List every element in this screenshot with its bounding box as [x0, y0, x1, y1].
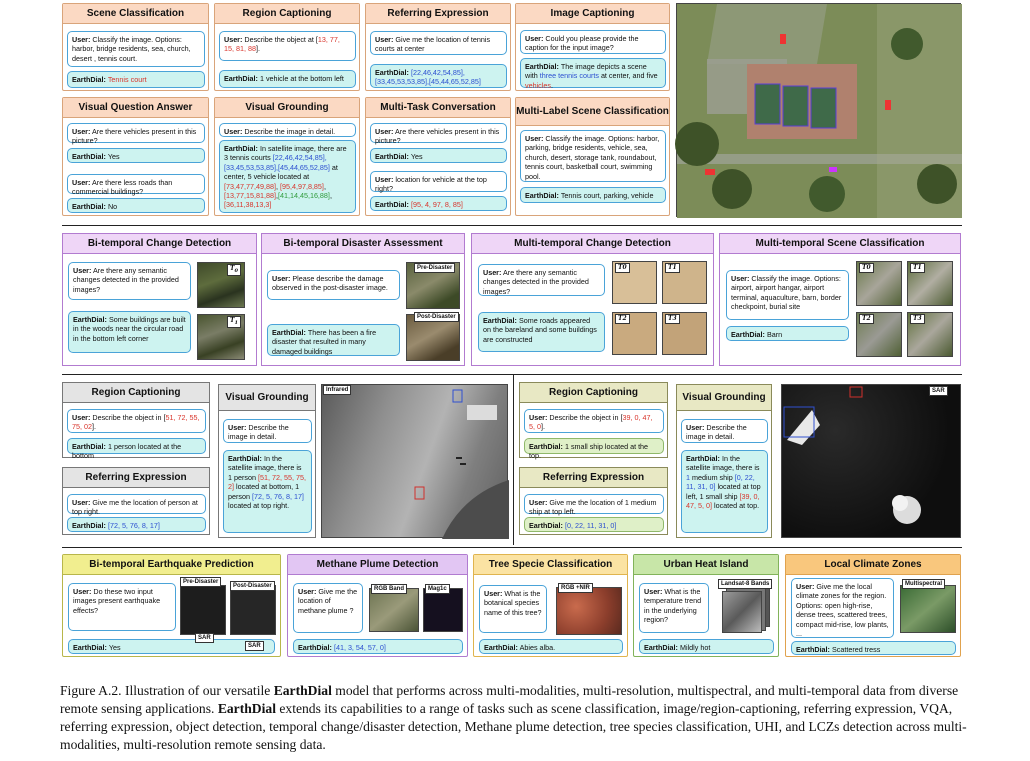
model-answer: EarthDial: Some buildings are built in the woods near the circular road in the bottom left corner: [68, 311, 191, 353]
panel-title: Methane Plume Detection: [288, 555, 467, 575]
user-prompt: User: Describe the object at [13, 77, 15, 81, 88].: [219, 31, 356, 61]
panel-bi-temporal-change-detection: [62, 233, 257, 366]
t1-label: T1: [910, 263, 925, 273]
model-answer: EarthDial: No: [67, 198, 205, 213]
panel-visual-grounding-ir: [218, 384, 316, 538]
t0-label: T0: [615, 263, 630, 273]
figure-caption: Figure A.2. Illustration of our versatile EarthDial model that performs across multi-modalities, multi-resolution, multispectral, and multi-temporal data from diverse remote sensing applications. EarthDial extends its capabilities to a range of tasks such as scene classification, image/region-captioning, referring expression, VQA, referring expression, object detection, temporal change/disaster detection, Methane plume detection, tree species classification, UHI, and LCZs detection across multi-modalities, multi-resolution remote sensing data.: [60, 683, 967, 752]
t2-label: T2: [615, 314, 630, 324]
user-prompt: User: Describe the image in detail.: [223, 419, 312, 443]
model-answer: EarthDial: The image depicts a scene with three tennis courts at center, and five vehicles.: [520, 58, 666, 88]
panel-referring-expression: [365, 3, 511, 91]
model-answer: EarthDial: Mildly hot: [639, 639, 774, 654]
multispectral-image: [900, 585, 956, 633]
landsat-image-front: [722, 591, 762, 633]
model-answer: EarthDial: 1 person located at the bottom: [67, 438, 206, 454]
user-prompt: User: Classify the image. Options: airport, airport hangar, airport terminal, aquaculture, barn, border checkpoint, burial site: [726, 270, 849, 320]
sar-label: SAR: [929, 386, 948, 396]
panel-title: Multi-temporal Change Detection: [472, 234, 713, 254]
panel-title: Multi-Task Conversation: [366, 98, 510, 118]
panel-visual-question-answer: [62, 97, 209, 216]
mag1c-label: Mag1c: [425, 584, 450, 594]
panel-visual-grounding: [214, 97, 360, 216]
user-prompt: User: Describe the object in [51, 72, 55, 75, 02].: [67, 409, 206, 433]
panel-title: Referring Expression: [520, 468, 667, 488]
sar-label: SAR: [195, 633, 214, 643]
user-prompt: User: Are there any semantic changes detected in the provided images?: [68, 262, 191, 300]
panel-tree-specie-classification: [473, 554, 628, 657]
panel-title: Region Captioning: [63, 383, 209, 403]
user-prompt: User: Give me the location of 1 medium ship at top left.: [524, 494, 664, 514]
mag1c-image: [423, 588, 463, 632]
panel-region-captioning-sar: [519, 382, 668, 461]
model-answer: EarthDial: Yes: [67, 148, 205, 163]
t1-label: $T_1$: [227, 316, 241, 328]
t3-label: T3: [910, 314, 925, 324]
infrared-image: [321, 384, 508, 538]
rgb-band-label: RGB Band: [371, 584, 407, 594]
panel-referring-expression-ir: [62, 467, 210, 535]
user-prompt: User: Are there vehicles present in this picture?: [370, 123, 507, 143]
post-disaster-sar-image: [230, 585, 276, 635]
user-prompt: User: Are there vehicles present in this picture?: [67, 123, 205, 143]
model-answer: EarthDial: In the satellite image, there is 1 person [51, 72, 55, 75, 2] located at bottom, 1 person [72, 5, 76, 8, 17] located at top right.: [223, 450, 312, 533]
panel-multi-label-scene-classification: [515, 97, 670, 216]
user-prompt: User: Are there less roads than commercial buildings?: [67, 174, 205, 194]
user-prompt: User: Describe the image in detail.: [219, 123, 356, 137]
rgb-band-image: [369, 588, 419, 632]
panel-title: Bi-temporal Disaster Assessment: [262, 234, 464, 254]
pre-disaster-label: Pre-Disaster: [180, 577, 221, 587]
user-prompt: User: Give me the location of person at top right.: [67, 494, 206, 514]
model-answer: EarthDial: [72, 5, 76, 8, 17]: [67, 517, 206, 532]
model-answer: EarthDial: 1 vehicle at the bottom left: [219, 70, 356, 88]
user-prompt: User: Give me the location of tennis courts at center: [370, 31, 507, 55]
panel-title: Urban Heat Island: [634, 555, 778, 575]
panel-region-captioning-ir: [62, 382, 210, 461]
panel-title: Tree Specie Classification: [474, 555, 627, 575]
infrared-label: Infrared: [323, 385, 351, 395]
rgb-nir-image: [556, 587, 622, 635]
panel-title: Region Captioning: [215, 4, 359, 24]
model-answer: EarthDial: 1 small ship located at the top.: [524, 438, 664, 454]
sar-scene: [782, 385, 962, 539]
panel-title: Visual Grounding: [219, 385, 315, 411]
user-prompt: User: Classify the image. Options: harbor, bridge residents, sea, church, desert , tennis court.: [67, 31, 205, 67]
section-divider: [62, 547, 962, 548]
panel-title: Referring Expression: [63, 468, 209, 488]
panel-title: Visual Grounding: [677, 385, 771, 411]
landsat-label: Landsat-8 Bands: [718, 579, 772, 589]
panel-image-captioning: [515, 3, 670, 91]
panel-title: Bi-temporal Change Detection: [63, 234, 256, 254]
aerial-scene: [677, 4, 962, 218]
panel-local-climate-zones: [785, 554, 961, 657]
model-answer: EarthDial: Some roads appeared on the bareland and some buildings are constructed: [478, 312, 605, 352]
user-prompt: User: Do these two input images present earthquake effects?: [68, 583, 176, 631]
panel-title: Bi-temporal Earthquake Prediction: [63, 555, 280, 575]
model-answer: EarthDial: Tennis court: [67, 71, 205, 88]
model-answer: EarthDial: In the satellite image, there is 1 medium ship [0, 22, 11, 31, 0] located at top left, 1 small ship [39, 0, 47, 5, 0] located at top.: [681, 450, 768, 533]
panel-bi-temporal-earthquake-prediction: [62, 554, 281, 657]
panel-title: Multi-temporal Scene Classification: [720, 234, 960, 254]
rgb-nir-label: RGB +NIR: [558, 583, 593, 593]
t2-label: T2: [859, 314, 874, 324]
panel-title: Region Captioning: [520, 383, 667, 403]
pre-disaster-sar-image: [180, 585, 226, 635]
user-prompt: User: What is the botanical species name of this tree?: [479, 585, 547, 633]
multispectral-label: Multispectral: [902, 579, 945, 589]
panel-title: Local Climate Zones: [786, 555, 960, 575]
t1-label: T1: [665, 263, 680, 273]
sar-label: SAR: [245, 641, 264, 651]
model-answer: EarthDial: [22,46,42,54,85], [33,45,53,53,85],[45,44,65,52,85]: [370, 64, 507, 88]
user-prompt: User: location for vehicle at the top right?: [370, 171, 507, 192]
sar-image: [781, 384, 961, 538]
user-prompt: User: What is the temperature trend in the underlying region?: [639, 583, 709, 633]
user-prompt: User: Describe the object in [39, 0, 47, 5, 0].: [524, 409, 664, 433]
panel-title: Multi-Label Scene Classification: [516, 98, 669, 126]
panel-scene-classification: [62, 3, 209, 91]
model-answer: EarthDial: Tennis court, parking, vehicle: [520, 187, 666, 203]
model-answer: EarthDial: Abies alba.: [479, 639, 623, 654]
panel-multi-task-conversation: [365, 97, 511, 216]
t3-label: T3: [665, 314, 680, 324]
model-answer: EarthDial: Yes: [370, 148, 507, 163]
user-prompt: User: Describe the image in detail.: [681, 419, 768, 443]
user-prompt: User: Give me the location of methane plume ?: [293, 583, 363, 633]
panel-title: Visual Question Answer: [63, 98, 208, 118]
infrared-scene: [322, 385, 509, 539]
model-answer: EarthDial: Scattered tress: [791, 641, 956, 655]
panel-title: Referring Expression: [366, 4, 510, 24]
panel-multi-temporal-scene-classification: [719, 233, 961, 366]
panel-title: Image Captioning: [516, 4, 669, 24]
aerial-tennis-court-image: [676, 3, 961, 217]
model-answer: EarthDial: [95, 4, 97, 8, 85]: [370, 196, 507, 211]
panel-title: Scene Classification: [63, 4, 208, 24]
panel-visual-grounding-sar: [676, 384, 772, 538]
panel-multi-temporal-change-detection: [471, 233, 714, 366]
panel-bi-temporal-disaster-assessment: [261, 233, 465, 366]
user-prompt: User: Classify the image. Options: harbor, parking, bridge residents, vehicle, sea, church, desert, storage tank, roundabout, tennis court, basketball court, swimming pool.: [520, 130, 666, 182]
panel-region-captioning: [214, 3, 360, 91]
model-answer: EarthDial: [0, 22, 11, 31, 0]: [524, 517, 664, 532]
t0-label: $T_0$: [227, 264, 241, 276]
user-prompt: User: Give me the local climate zones for the region. Options: open high-rise, dense trees, scattered trees, compact mid-rise, low plants, ...: [791, 578, 894, 638]
panel-methane-plume-detection: [287, 554, 468, 657]
vertical-divider: [513, 375, 514, 545]
user-prompt: User: Could you please provide the caption for the input image?: [520, 30, 666, 54]
section-divider: [62, 374, 962, 375]
model-answer: EarthDial: In satellite image, there are 3 tennis courts [22,46,42,54,85],[33,45,53,53,85],[45,44,65,52,85] at center, 5 vehicle located at [73,47,77,49,88], [95,4,97,8,85],[13,77,15,81,88],[41,14,45,16,88],[36,11,38,13,3]: [219, 140, 356, 213]
section-divider: [62, 225, 962, 226]
user-prompt: User: Are there any semantic changes detected in the provided images?: [478, 264, 605, 296]
pre-disaster-label: Pre-Disaster: [414, 263, 455, 273]
user-prompt: User: Please describe the damage observed in the post-disaster image.: [267, 270, 400, 300]
post-disaster-label: Post-Disaster: [230, 581, 275, 591]
post-disaster-label: Post-Disaster: [414, 312, 459, 322]
model-answer: EarthDial: Yes: [68, 639, 275, 654]
model-answer: EarthDial: There has been a fire disaster that resulted in many damaged buildings: [267, 324, 400, 356]
model-answer: EarthDial: [41, 3, 54, 57, 0]: [293, 639, 463, 654]
panel-urban-heat-island: [633, 554, 779, 657]
panel-title: Visual Grounding: [215, 98, 359, 118]
model-answer: EarthDial: Barn: [726, 326, 849, 341]
t0-label: T0: [859, 263, 874, 273]
panel-referring-expression-sar: [519, 467, 668, 535]
